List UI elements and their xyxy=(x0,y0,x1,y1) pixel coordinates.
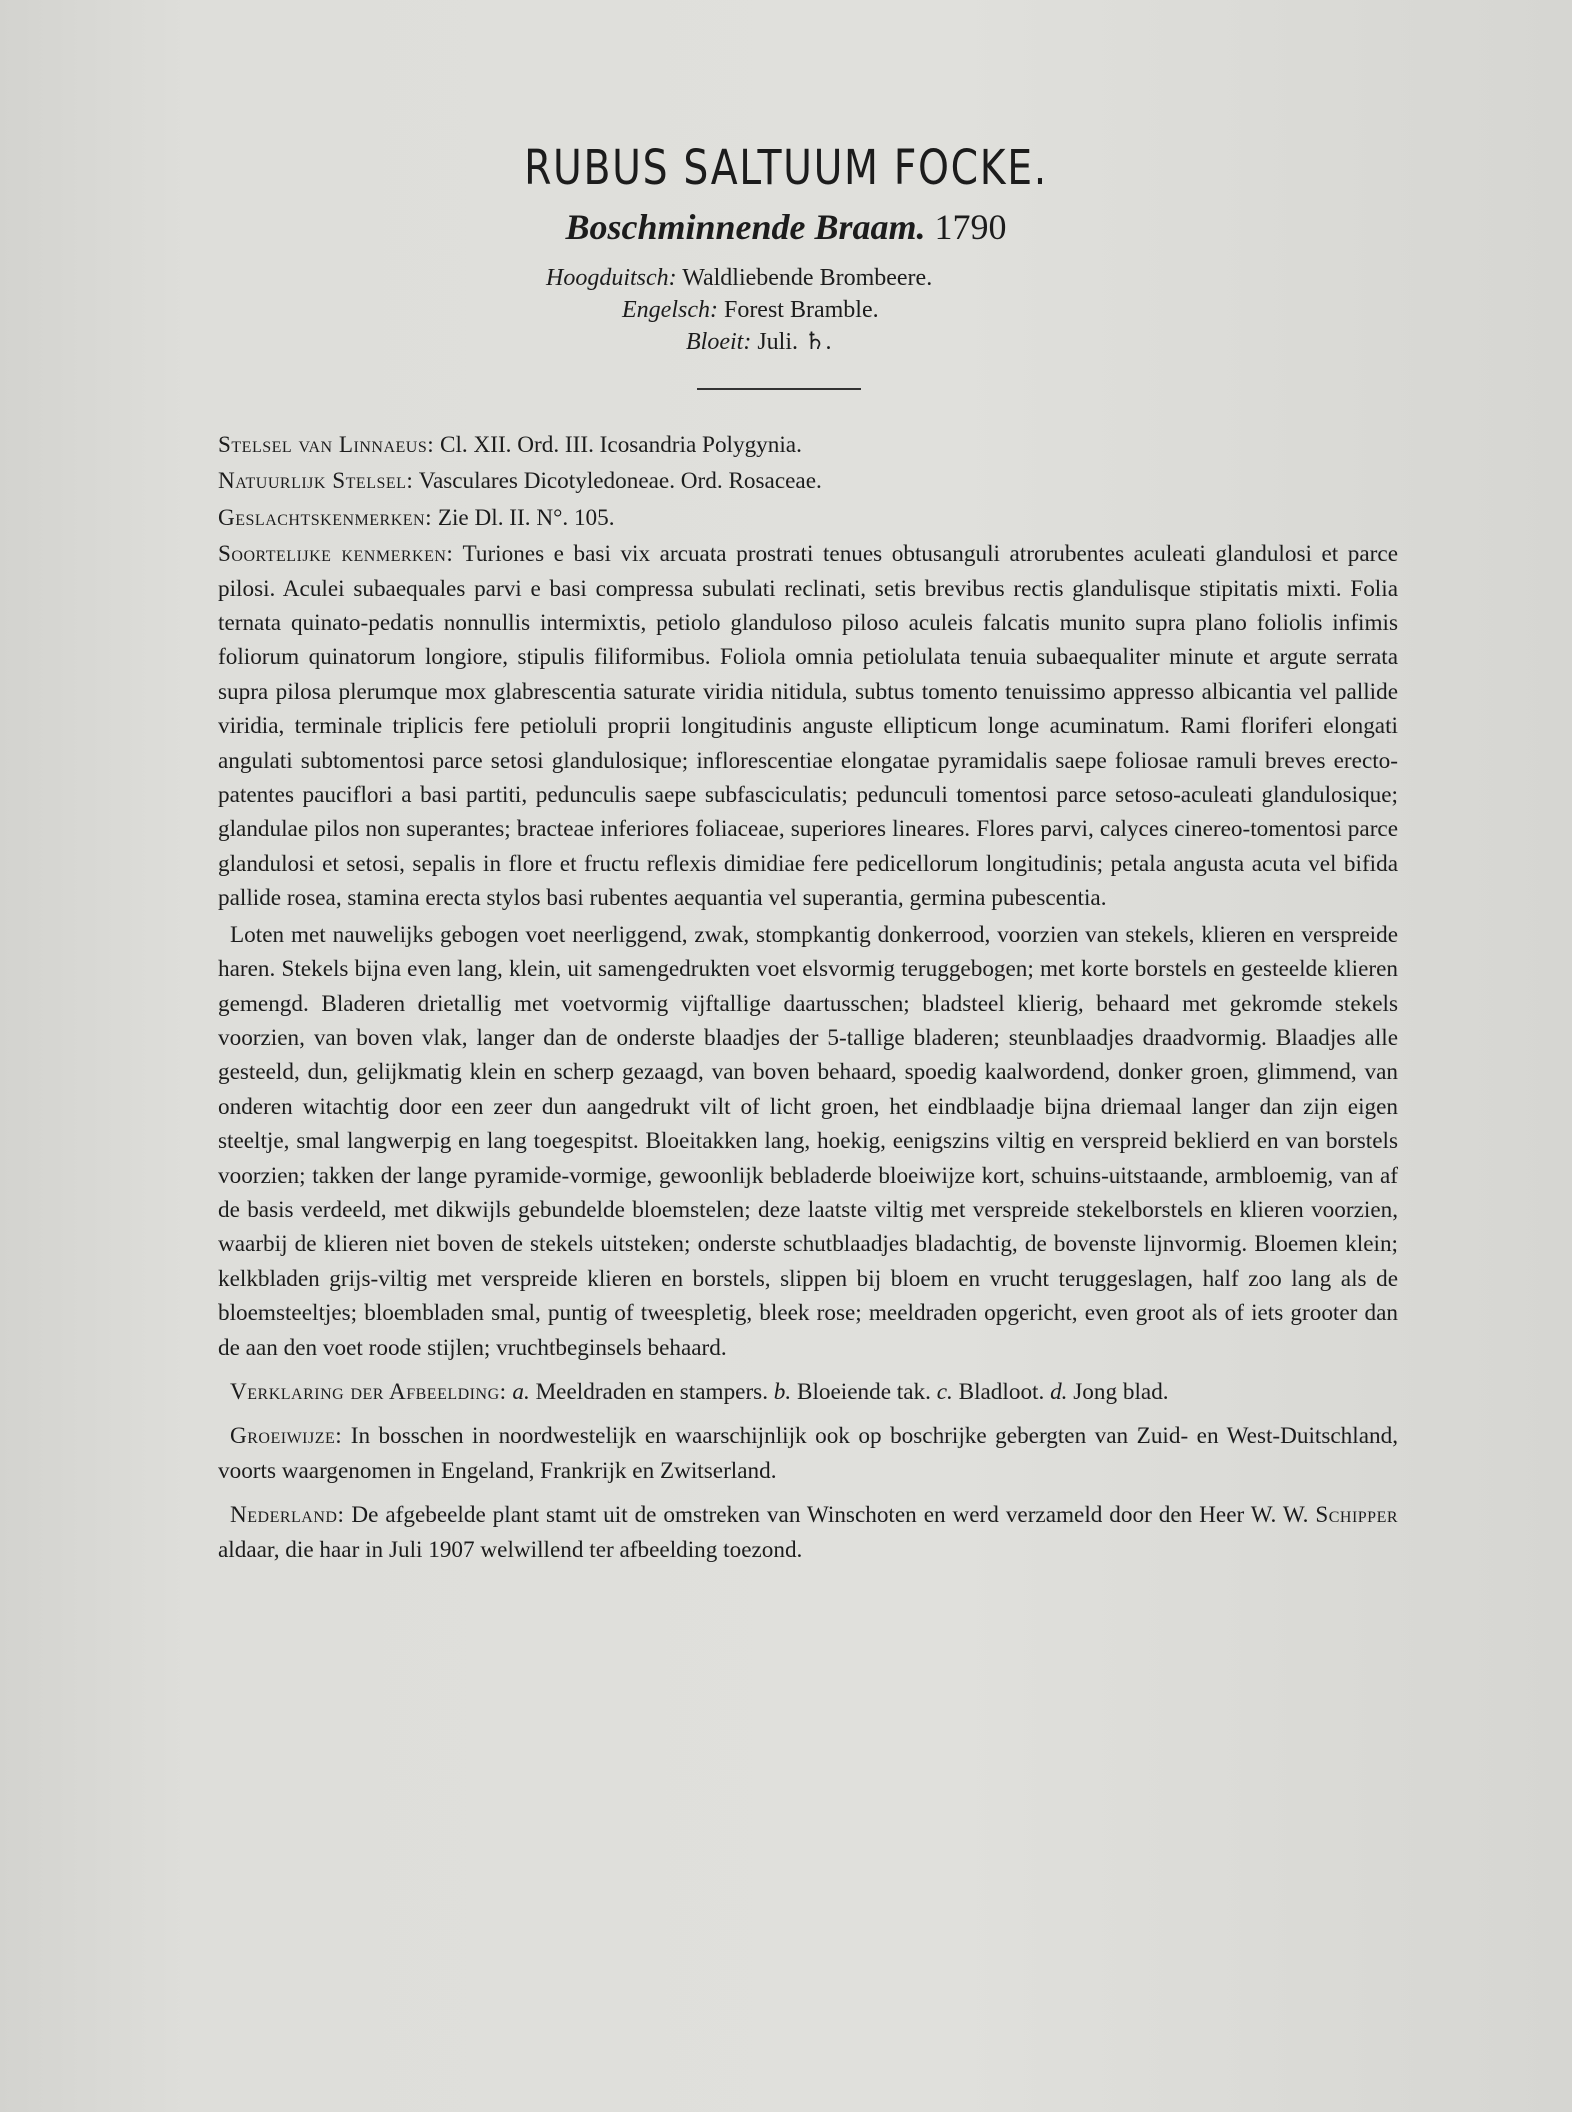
section-verklaring xyxy=(218,1375,1398,1409)
name-row-bloom xyxy=(546,326,932,358)
name-row-english xyxy=(546,294,932,326)
section-label: Natuurlijk Stelsel: xyxy=(218,468,414,495)
section-label: Stelsel van Linnaeus: xyxy=(218,432,435,458)
section-label: Groeiwijze: xyxy=(230,1423,343,1450)
name-value: Juli. ♄. xyxy=(757,329,832,355)
figure-key: a. xyxy=(512,1378,530,1405)
dutch-name: Boschminnende Braam. xyxy=(565,207,926,247)
divider xyxy=(697,388,861,390)
name-label: Bloeit: xyxy=(686,329,752,355)
section-label: Soortelijke kenmerken: xyxy=(218,541,454,568)
name-value: Waldliebende Brombeere. xyxy=(682,265,933,291)
section-text: aldaar, die haar in Juli 1907 welwillend ter afbeelding toezond. xyxy=(218,1536,803,1563)
section-text: Cl. XII. Ord. III. Icosandria Polygynia. xyxy=(439,432,802,458)
common-names xyxy=(546,262,932,358)
page-title: RUBUS SALTUUM FOCKE. xyxy=(524,140,1048,196)
section-text: In bosschen in noordwestelijk en waarschijnlijk ook op boschrijke gebergten van Zuid- en West-Duitschland, voorts waargenomen in Engeland, Frankrijk en Zwitserland. xyxy=(218,1423,1398,1484)
collector-name: Schipper xyxy=(1315,1502,1399,1529)
section-linnaeus xyxy=(218,428,1398,462)
section-geslacht xyxy=(218,501,1398,535)
section-nederland xyxy=(218,1498,1398,1567)
section-soortelijk xyxy=(218,537,1398,915)
name-row-german xyxy=(546,262,932,294)
figure-desc: Jong blad. xyxy=(1073,1378,1169,1405)
section-label: Verklaring der Afbeelding: xyxy=(230,1378,507,1405)
section-text: De afgebeelde plant stamt uit de omstreken van Winschoten en werd verzameld door den Heer W. W. xyxy=(351,1502,1309,1529)
name-label: Hoogduitsch: xyxy=(546,265,677,291)
name-value: Forest Bramble. xyxy=(723,297,879,323)
section-natuurlijk xyxy=(218,464,1398,498)
plate-number: 1790 xyxy=(934,207,1007,247)
figure-key: d. xyxy=(1050,1378,1068,1405)
subtitle xyxy=(0,206,1572,248)
body-text xyxy=(218,428,1398,1569)
figure-key: b. xyxy=(773,1378,792,1405)
figure-desc: Bladloot. xyxy=(958,1378,1045,1405)
figure-desc: Meeldraden en stampers. xyxy=(535,1378,768,1405)
section-text: Turiones e basi vix arcuata prostrati tenues obtusanguli atrorubentes aculeati glandulosi et parce pilosi. Aculei subaequales parvi e basi compressa subulati reclinati, setis brevibus rectis glandulisque stipitatis mixti. Folia ternata quinato-pedatis nonnullis intermixtis, petiolo glanduloso piloso aculeis falcatis munito supra plano foliolis infimis foliorum quinatorum longiore, stipulis filiformibus. Foliola omnia petiolulata tenuia subaequaliter minute et argute serrata supra pilosa plerumque mox glabrescentia saturate viridia nitidula, subtus tomento tenuissimo appresso albicantia vel pallide viridia, terminale triplicis fere petioluli proprii longitudinis anguste ellipticum longe acuminatum. Rami floriferi elongati angulati subtomentosi parce setosi glandulosique; inflorescentiae elongatae pyramidalis saepe foliosae ramuli breves erecto-patentes pauciflori a basi partiti, pedunculis saepe subfasciculatis; pedunculi tomentosi parce setoso-aculeati glandulosique; glandulae pilos non superantes; bracteae inferiores foliaceae, superiores lineares. Flores parvi, calyces cinereo-tomentosi parce glandulosi et setosi, sepalis in flore et fructu reflexis dimidiae fere pedicellorum longitudinis; petala angusta acuta vel bifida pallide rosea, stamina erecta stylos basi rubentes aequantia vel superantia, germina pubescentia. xyxy=(218,541,1398,912)
section-text: Vasculares Dicotyledoneae. Ord. Rosaceae. xyxy=(418,468,822,495)
section-dutch-description: Loten met nauwelijks gebogen voet neerliggend, zwak, stompkantig donkerrood, voorzien van stekels, klieren en verspreide haren. Stekels bijna even lang, klein, uit samengedrukten voet elsvormig teruggebogen; met korte borstels en gesteelde klieren gemengd. Bladeren drietallig met voetvormig vijftallige daartusschen; bladsteel klierig, behaard met gekromde stekels voorzien, van boven vlak, langer dan de onderste blaadjes der 5-tallige bladeren; steunblaadjes draadvormig. Blaadjes alle gesteeld, dun, gelijkmatig klein en scherp gezaagd, van boven behaard, spoedig kaalwordend, donker groen, glimmend, van onderen witachtig door een zeer dun aangedrukt vilt of licht groen, het eindblaadje bijna driemaal langer dan zijn eigen steeltje, smal langwerpig en lang toegespitst. Bloeitakken lang, hoekig, eenigszins viltig en verspreid beklierd en van borstels voorzien; takken der lange pyramide-vormige, gewoonlijk bebladerde bloeiwijze kort, schuins-uitstaande, armbloemig, van af de basis verdeeld, met dikwijls gebundelde bloemstelen; deze laatste viltig met verspreide stekelborstels en klieren voorzien, waarbij de klieren niet boven de stekels uitsteken; onderste schutblaadjes bladachtig, de bovenste lijnvormig. Bloemen klein; kelkbladen grijs-viltig met verspreide klieren en borstels, slippen bij bloem en vrucht teruggeslagen, half zoo lang als de bloemsteeltjes; bloembladen smal, puntig of tweespletig, bleek rose; meeldraden opgericht, even groot als of iets grooter dan de aan den voet roode stijlen; vruchtbeginsels behaard. xyxy=(218,921,1398,1361)
section-label: Geslachtskenmerken: xyxy=(218,504,433,531)
section-text: Zie Dl. II. N°. 105. xyxy=(437,504,615,531)
name-label: Engelsch: xyxy=(622,297,718,323)
figure-key: c. xyxy=(936,1378,953,1405)
figure-desc: Bloeiende tak. xyxy=(796,1378,931,1405)
section-groeiwijze xyxy=(218,1419,1398,1488)
section-label: Nederland: xyxy=(230,1502,345,1529)
